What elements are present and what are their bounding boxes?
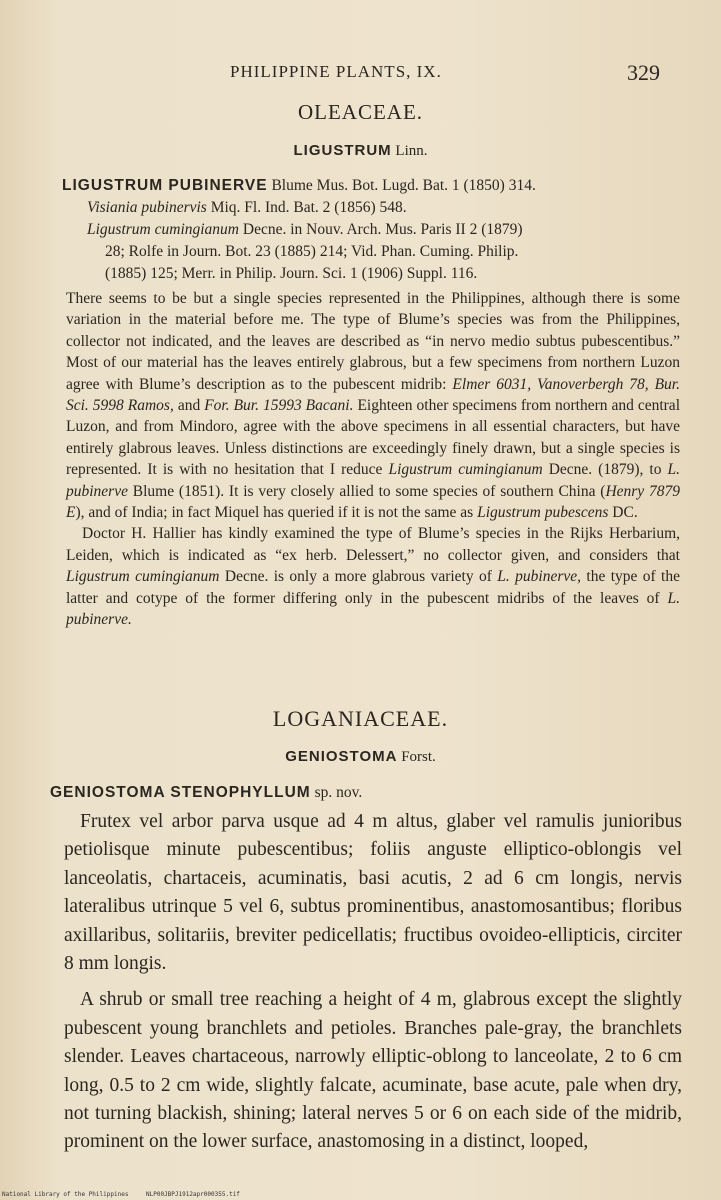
running-title: PHILIPPINE PLANTS, IX. <box>230 62 442 81</box>
p1-text-b: Eighteen other specimens from northern and central Luzon, and from Mindoro, agree with the above specimens in all essential characters, but have entirely glabrous leaves. Unless distinctions are exceedingly finely drawn, but a single species is represented. It is with no hesitation that I reduce <box>66 397 680 479</box>
synonym-2-name: Ligustrum cumingianum <box>87 221 239 238</box>
family-heading-loganiaceae: LOGANIACEAE. <box>272 706 449 731</box>
paragraph-2 <box>66 523 680 630</box>
synonym-1-name: Visiania pubinervis <box>87 199 207 216</box>
footer-library: National Library of the Philippines <box>2 1191 129 1198</box>
synonym-1-citation: Miq. Fl. Ind. Bat. 2 (1856) 548. <box>210 199 407 216</box>
genus-heading-geniostoma <box>0 748 721 766</box>
p1-specimens: Elmer 6031, Vanoverbergh 78, Bur. Sci. 5998 Ramos, <box>66 375 680 415</box>
p2-text-b: Decne. is only a more glabrous variety of <box>219 568 498 586</box>
p1-henry-specimen: Henry 7879 E <box>66 482 680 522</box>
p1-text-a: There seems to be but a single species represented in the Philippines, although there is some variation in the material before me. The type of Blume’s species was from the Philippines, collector not indicated, and the leaves are described as “in nervo medio subtus pubescentibus.” Most of our material has the leaves entirely glabrous, but a few specimens from northern Luzon agree with Blume’s description as to the pubescent midrib: <box>66 290 680 393</box>
species-citation-block <box>62 175 682 285</box>
p2-text-c: the type of the latter and cotype of the former differing only in the pubescent midribs of the leaves of <box>66 568 680 607</box>
synonym-2-cont-2: (1885) 125; Merr. in Philip. Journ. Sci. 1 (1906) Suppl. 116. <box>105 265 478 282</box>
synonym-2 <box>62 219 682 241</box>
synonym-1 <box>62 197 682 219</box>
footer-filename: NLP00JBPJ1912apr000355.tif <box>146 1191 240 1198</box>
p1-text-e: ), and of India; in fact Miquel has queried if it is not the same as <box>75 504 478 522</box>
scan-footer <box>0 1190 721 1200</box>
p2-name-pubinerve: L. pubinerve, <box>497 568 582 586</box>
p1-text-d: Blume (1851). It is very closely allied to some species of southern China ( <box>127 482 606 500</box>
species-name: LIGUSTRUM PUBINERVE <box>62 177 268 194</box>
p2-name-pubinerve-2: L. pubinerve. <box>66 589 680 629</box>
genus-name: GENIOSTOMA <box>285 748 398 765</box>
genus-author: Forst. <box>401 749 436 765</box>
species-status: sp. nov. <box>314 784 363 801</box>
p1-name-cumingianum: Ligustrum cumingianum <box>388 461 543 479</box>
p1-specimens-2: For. Bur. 15993 Bacani. <box>204 397 354 415</box>
genus-heading-ligustrum <box>0 142 721 160</box>
p1-name-pubinerve: L. pubinerve <box>66 461 681 500</box>
family-heading-oleaceae: OLEACEAE. <box>297 100 424 124</box>
genus-author: Linn. <box>395 143 428 159</box>
discussion-text <box>66 288 680 631</box>
english-description: A shrub or small tree reaching a height of 4 m, glabrous except the slightly pubescent young branchlets and petioles. Branches pale-gray, the branchlets slender. Leaves chartaceous, narrowly elliptic-oblong to lanceolate, 2 to 6 cm long, 0.5 to 2 cm wide, slightly falcate, acuminate, base acute, pale when dry, not turning blackish, shining; lateral nerves 5 or 6 on each side of the midrib, prominent on the lower surface, anastomosing in a distinct, looped, <box>64 989 682 1153</box>
page-header <box>60 62 660 92</box>
synonym-2-citation-a: Decne. in Nouv. Arch. Mus. Paris II 2 (1879) <box>242 221 523 238</box>
synonym-2-cont-1: 28; Rolfe in Journ. Bot. 23 (1885) 214; Vid. Phan. Cuming. Philip. <box>105 243 519 260</box>
new-species-line <box>50 782 670 804</box>
p1-text-f: DC. <box>608 504 638 522</box>
page-number: 329 <box>627 60 660 85</box>
p2-text-a: Doctor H. Hallier has kindly examined the type of Blume’s species in the Rijks Herbarium, Leiden, which is indicated as “ex herb. Delessert,” no collector given, and considers that <box>66 525 680 564</box>
paragraph-1 <box>66 288 680 523</box>
p1-name-pubescens: Ligustrum pubescens <box>477 504 609 522</box>
p1-text-c: Decne. (1879), to <box>542 461 668 479</box>
genus-name: LIGUSTRUM <box>293 142 392 159</box>
species-line <box>62 175 682 197</box>
species-description <box>64 808 682 1165</box>
species-citation: Blume Mus. Bot. Lugd. Bat. 1 (1850) 314. <box>271 177 536 194</box>
p1-and: and <box>173 397 205 415</box>
p2-name-cumingianum: Ligustrum cumingianum <box>66 568 220 586</box>
latin-diagnosis: Frutex vel arbor parva usque ad 4 m altus, glaber vel ramulis junioribus petiolisque minute pubescentibus; foliis anguste elliptico-oblongis vel lanceolatis, chartaceis, acuminatis, basi acutis, 2 ad 6 cm longis, nervis lateralibus utrinque 5 vel 6, subtus prominentibus, anastomosantibus; floribus axillaribus, solitariis, breviter pedicellatis; fructibus ovoideo-ellipticis, circiter 8 mm longis. <box>64 811 682 975</box>
species-name: GENIOSTOMA STENOPHYLLUM <box>50 784 311 801</box>
